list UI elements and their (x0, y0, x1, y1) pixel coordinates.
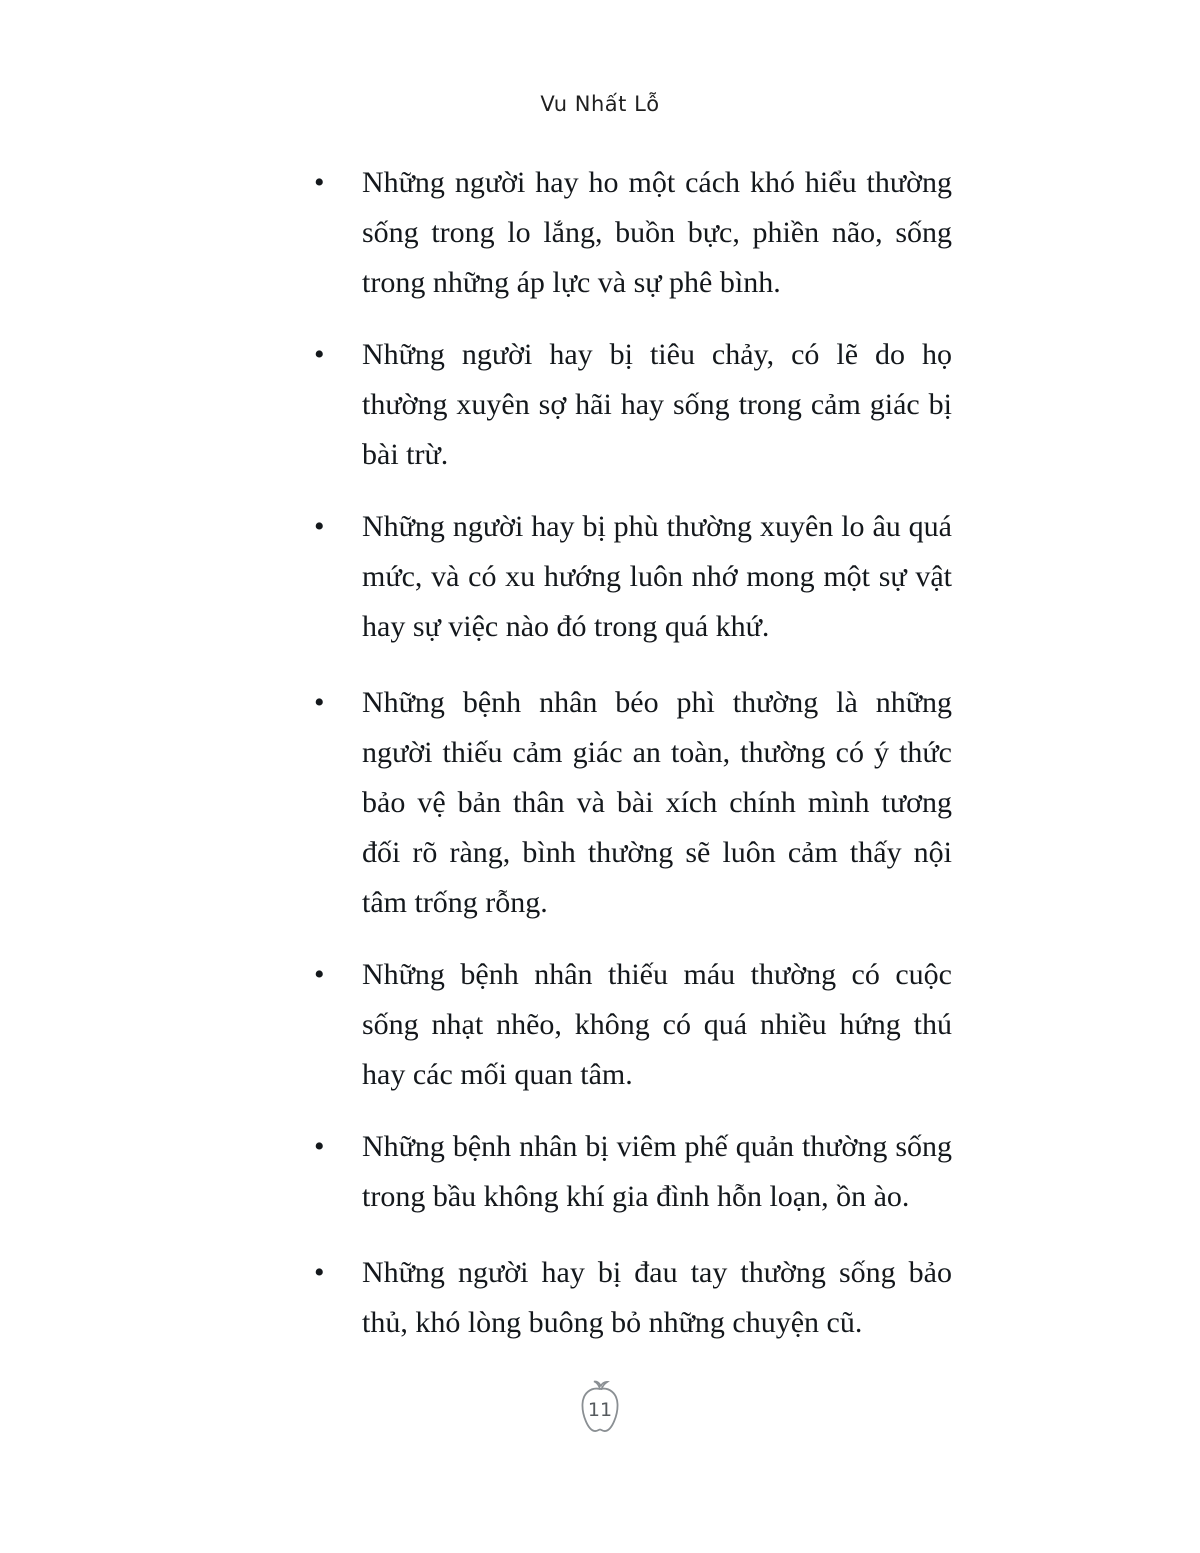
page-footer (0, 1378, 1200, 1441)
list-item-text: Những người hay bị tiêu chảy, có lẽ do họ thường xuyên sợ hãi hay sống trong cảm giác bị bài trừ. (362, 338, 952, 471)
apple-icon (569, 1378, 631, 1436)
running-header (0, 92, 1200, 116)
bullet-icon: • (314, 1256, 325, 1289)
running-header-text: Vu Nhất Lỗ (540, 92, 660, 116)
list-item-text: Những bệnh nhân béo phì thường là những người thiếu cảm giác an toàn, thường có ý thức bảo vệ bản thân và bài xích chính mình tương đối rõ ràng, bình thường sẽ luôn cảm thấy nội tâm trống rỗng. (362, 686, 952, 919)
bullet-icon: • (314, 338, 325, 371)
list-item (300, 950, 952, 1100)
bullet-icon: • (314, 1130, 325, 1163)
bullet-icon: • (314, 686, 325, 719)
list-item (300, 1248, 952, 1348)
list-item-text: Những người hay bị phù thường xuyên lo âu quá mức, và có xu hướng luôn nhớ mong một sự vật hay sự việc nào đó trong quá khứ. (362, 510, 952, 643)
page-content (300, 158, 952, 1370)
page-number: 11 (587, 1398, 613, 1421)
list-item (300, 502, 952, 652)
list-item (300, 158, 952, 308)
list-item-text: Những bệnh nhân bị viêm phế quản thường sống trong bầu không khí gia đình hỗn loạn, ồn ào. (362, 1130, 952, 1213)
list-item (300, 330, 952, 480)
bullet-icon: • (314, 958, 325, 991)
bullet-icon: • (314, 510, 325, 543)
list-item (300, 1122, 952, 1222)
list-item (300, 678, 952, 928)
list-item-text: Những bệnh nhân thiếu máu thường có cuộc sống nhạt nhẽo, không có quá nhiều hứng thú hay các mối quan tâm. (362, 958, 952, 1091)
list-item-text: Những người hay bị đau tay thường sống bảo thủ, khó lòng buông bỏ những chuyện cũ. (362, 1256, 952, 1339)
bullet-list (300, 158, 952, 1348)
list-item-text: Những người hay ho một cách khó hiểu thường sống trong lo lắng, buồn bực, phiền não, sống trong những áp lực và sự phê bình. (362, 166, 952, 299)
bullet-icon: • (314, 166, 325, 199)
